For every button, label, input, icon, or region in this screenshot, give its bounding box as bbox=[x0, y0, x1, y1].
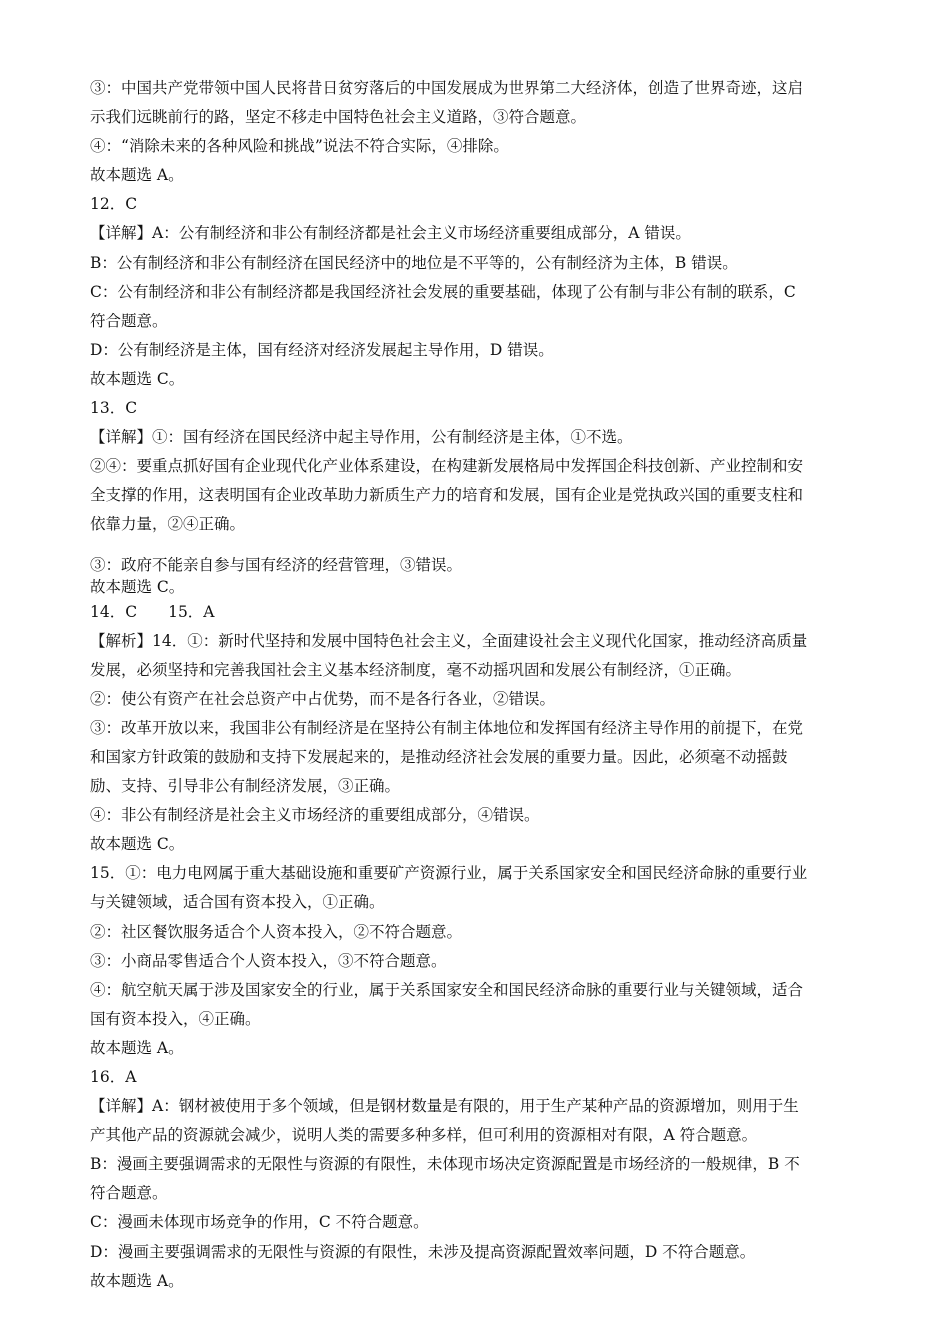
text-line: 故本题选 A。 bbox=[90, 1038, 184, 1057]
text-line: ④：航空航天属于涉及国家安全的行业，属于关系国家安全和国民经济命脉的重要行业与关键领域，适合 bbox=[90, 980, 804, 999]
text-line: ③：改革开放以来，我国非公有制经济是在坚持公有制主体地位和发挥国有经济主导作用的前提下，在党 bbox=[90, 718, 804, 737]
spacer bbox=[90, 540, 862, 554]
text-line: 依靠力量，②④正确。 bbox=[90, 515, 246, 534]
text-line: ③：小商品零售适合个人资本投入，③不符合题意。 bbox=[90, 951, 447, 970]
text-line: B：公有制经济和非公有制经济在国民经济中的地位是不平等的，公有制经济为主体，B 错误。 bbox=[90, 253, 738, 272]
text-line: 和国家方针政策的鼓励和支持下发展起来的，是推动经济社会发展的重要力量。因此，必须毫不动摇鼓 bbox=[90, 747, 788, 766]
text-line: ②④：要重点抓好国有企业现代化产业体系建设，在构建新发展格局中发挥国企科技创新、产业控制和安 bbox=[90, 457, 804, 476]
text-line: C：漫画未体现市场竞争的作用，C 不符合题意。 bbox=[90, 1213, 429, 1232]
text-line: 示我们远眺前行的路，坚定不移走中国特色社会主义道路，③符合题意。 bbox=[90, 108, 587, 127]
text-line: ③：政府不能亲自参与国有经济的经营管理，③错误。 bbox=[90, 555, 463, 574]
question-number: 16．A bbox=[90, 1068, 137, 1086]
text-line: 国有资本投入，④正确。 bbox=[90, 1009, 261, 1028]
text-line: 【详解】A：公有制经济和非公有制经济都是社会主义市场经济重要组成部分，A 错误。 bbox=[90, 224, 691, 243]
text-line: D：公有制经济是主体，国有经济对经济发展起主导作用，D 错误。 bbox=[90, 340, 554, 359]
text-line: 全支撑的作用，这表明国有企业改革助力新质生产力的培育和发展，国有企业是党执政兴国的重要支柱和 bbox=[90, 486, 804, 505]
text-line: 产其他产品的资源就会减少，说明人类的需要多种多样，但可利用的资源相对有限，A 符合题意。 bbox=[90, 1126, 758, 1145]
text-line: ②：使公有资产在社会总资产中占优势，而不是各行各业，②错误。 bbox=[90, 689, 556, 708]
text-line: 15．①：电力电网属于重大基础设施和重要矿产资源行业，属于关系国家安全和国民经济命脉的重要行业 bbox=[90, 864, 808, 883]
text-line: 符合题意。 bbox=[90, 1184, 168, 1203]
text-line: B：漫画主要强调需求的无限性与资源的有限性，未体现市场决定资源配置是市场经济的一般规律，B 不 bbox=[90, 1155, 800, 1174]
question-number: 13．C bbox=[90, 399, 138, 418]
text-line: 【解析】14．①：新时代坚持和发展中国特色社会主义，全面建设社会主义现代化国家，推动经济高质量 bbox=[90, 631, 808, 650]
text-line: 故本题选 C。 bbox=[90, 369, 185, 388]
text-line: ④：非公有制经济是社会主义市场经济的重要组成部分，④错误。 bbox=[90, 806, 540, 825]
text-line: 发展，必须坚持和完善我国社会主义基本经济制度，毫不动摇巩固和发展公有制经济，①正确。 bbox=[90, 660, 742, 679]
text-line: 与关键领域，适合国有资本投入，①正确。 bbox=[90, 893, 385, 912]
text-line: 【详解】A：钢材被使用于多个领域，但是钢材数量是有限的，用于生产某种产品的资源增加，则用于生 bbox=[90, 1097, 799, 1116]
text-line: 符合题意。 bbox=[90, 311, 168, 330]
text-line: 【详解】①：国有经济在国民经济中起主导作用，公有制经济是主体，①不选。 bbox=[90, 428, 633, 447]
text-line: D：漫画主要强调需求的无限性与资源的有限性，未涉及提高资源配置效率问题，D 不符合题意。 bbox=[90, 1242, 756, 1261]
question-number: 12．C bbox=[90, 195, 138, 214]
text-line: 故本题选 A。 bbox=[90, 1271, 184, 1290]
text-line: 故本题选 A。 bbox=[90, 166, 184, 185]
text-line: 故本题选 C。 bbox=[90, 835, 185, 854]
document-page bbox=[90, 74, 862, 1296]
text-line: ②：社区餐饮服务适合个人资本投入，②不符合题意。 bbox=[90, 922, 463, 941]
text-line: 励、支持、引导非公有制经济发展，③正确。 bbox=[90, 777, 401, 796]
text-line: ③：中国共产党带领中国人民将昔日贫穷落后的中国发展成为世界第二大经济体，创造了世界奇迹，这启 bbox=[90, 79, 804, 97]
question-number: 14．C 15．A bbox=[90, 602, 215, 621]
text-line: ④：“消除未来的各种风险和挑战”说法不符合实际，④排除。 bbox=[90, 137, 509, 156]
text-line: C：公有制经济和非公有制经济都是我国经济社会发展的重要基础，体现了公有制与非公有制的联系，C bbox=[90, 282, 796, 301]
text-line: 故本题选 C。 bbox=[90, 577, 185, 596]
